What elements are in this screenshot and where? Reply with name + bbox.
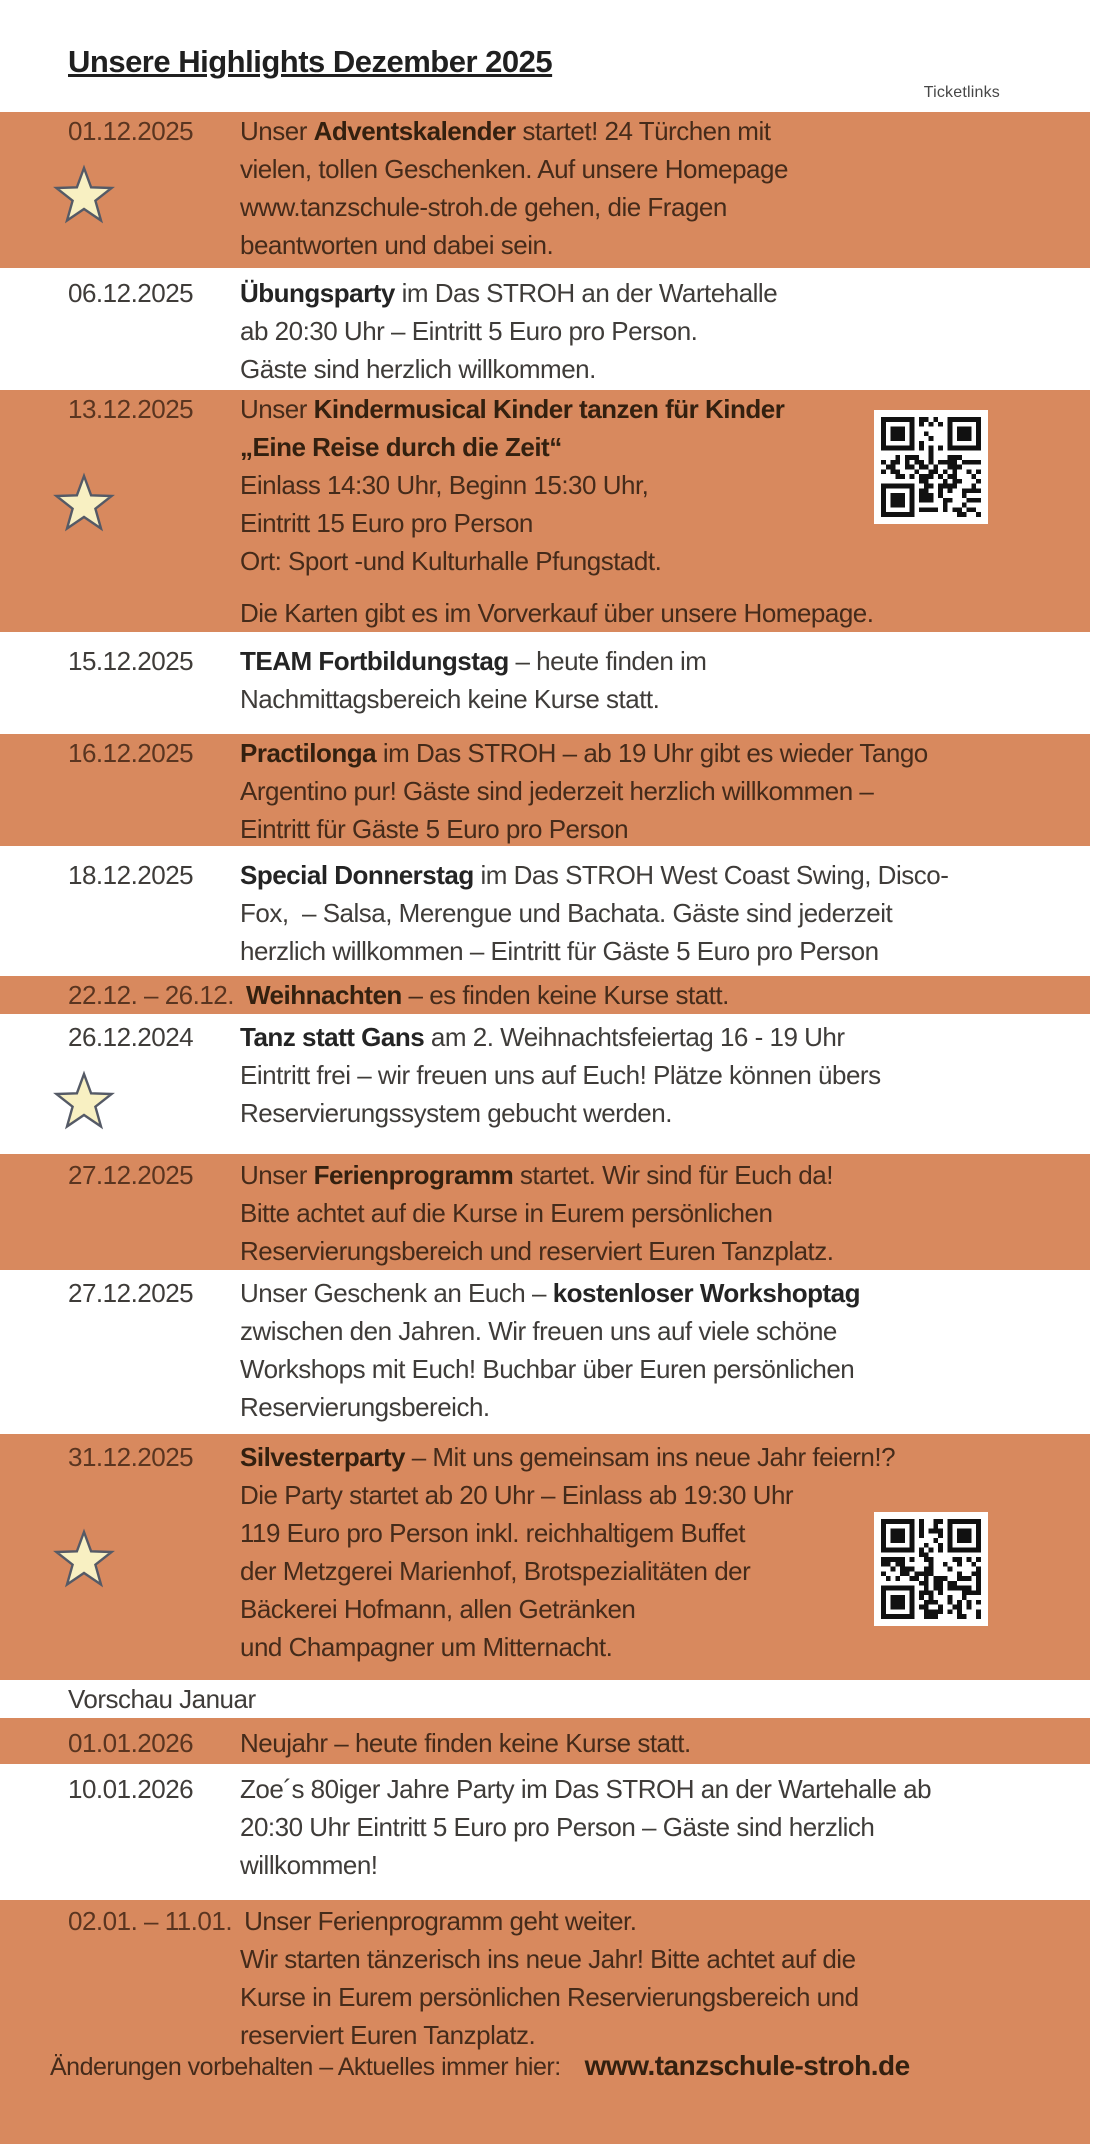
event-line: [240, 1476, 1090, 1514]
text-segment: kostenloser Workshoptag: [552, 1278, 860, 1308]
event-description: [240, 856, 1090, 970]
text-segment: Unser: [240, 394, 314, 424]
event-line: [240, 312, 1090, 350]
event-description: [240, 1724, 1090, 1762]
event-line: [240, 150, 1090, 188]
event-date: 27.12.2025: [68, 1278, 194, 1308]
text-segment: Kindermusical Kinder tanzen für Kinder: [313, 394, 785, 424]
text-segment: Die Karten gibt es im Vorverkauf über unsere Homepage.: [240, 598, 874, 628]
text-segment: „Eine Reise durch die Zeit“: [240, 432, 562, 462]
text-segment: – es finden keine Kurse statt.: [401, 980, 729, 1010]
text-segment: im Das STROH – ab 19 Uhr gibt es wieder Tango: [376, 738, 928, 768]
event-line: [240, 1808, 1090, 1846]
event-line: [240, 274, 1090, 312]
event-line: [240, 1770, 1090, 1808]
text-segment: Zoe´s 80iger Jahre Party im Das STROH an der Wartehalle ab: [240, 1774, 932, 1804]
star-icon: [52, 470, 116, 534]
section-heading-row: [0, 1680, 1090, 1718]
event-line: [68, 976, 1090, 1014]
text-segment: Reservierungsbereich.: [240, 1392, 490, 1422]
event-line: [240, 112, 1090, 150]
text-segment: und Champagner um Mitternacht.: [240, 1632, 613, 1662]
event-line: [68, 1902, 1090, 1940]
text-segment: Practilonga: [240, 738, 377, 768]
event-date: 26.12.2024: [68, 1022, 194, 1052]
event-line: [240, 642, 1090, 680]
event-row: [0, 1270, 1090, 1434]
text-segment: ab 20:30 Uhr – Eintritt 5 Euro pro Person.: [240, 316, 698, 346]
page-title: Unsere Highlights Dezember 2025: [68, 44, 553, 79]
text-segment: startet! 24 Türchen mit: [515, 116, 771, 146]
text-segment: der Metzgerei Marienhof, Brotspezialitäten der: [240, 1556, 751, 1586]
text-segment: Reservierungssystem gebucht werden.: [240, 1098, 672, 1128]
event-description: [240, 1274, 1090, 1426]
event-row: [0, 268, 1090, 390]
text-segment: im Das STROH an der Wartehalle: [394, 278, 778, 308]
event-line: [240, 1274, 1090, 1312]
text-segment: startet. Wir sind für Euch da!: [513, 1160, 833, 1190]
text-segment: vielen, tollen Geschenken. Auf unsere Homepage: [240, 154, 788, 184]
text-segment: Adventskalender: [313, 116, 516, 146]
event-line: [240, 1056, 1090, 1094]
event-row: [0, 976, 1090, 1014]
text-segment: Übungsparty: [240, 278, 395, 308]
text-segment: im Das STROH West Coast Swing, Disco-: [473, 860, 949, 890]
event-description: [240, 274, 1090, 388]
events-list: [0, 112, 1096, 2144]
flyer-header: [0, 0, 1096, 112]
event-row: [0, 846, 1090, 976]
text-segment: Neujahr – heute finden keine Kurse statt.: [240, 1728, 691, 1758]
event-line: [240, 1388, 1090, 1426]
event-row: [0, 1434, 1090, 1680]
text-segment: Weihnachten: [245, 980, 402, 1010]
text-segment: Unser Geschenk an Euch –: [240, 1278, 553, 1308]
event-row: [0, 1014, 1090, 1154]
event-date: 01.12.2025: [68, 116, 194, 146]
event-line: [240, 772, 1090, 810]
event-line: [240, 1940, 1090, 1978]
text-segment: – heute finden im: [508, 646, 707, 676]
event-line: [240, 856, 1090, 894]
event-line: [240, 350, 1090, 388]
text-segment: Kurse in Eurem persönlichen Reservierungsbereich und: [240, 1982, 859, 2012]
event-description: [240, 1770, 1090, 1884]
text-segment: Ort: Sport -und Kulturhalle Pfungstadt.: [240, 546, 662, 576]
text-segment: Gäste sind herzlich willkommen.: [240, 354, 596, 384]
event-row: [0, 632, 1090, 734]
event-row: [0, 112, 1090, 268]
text-segment: 20:30 Uhr Eintritt 5 Euro pro Person – Gäste sind herzlich: [240, 1812, 875, 1842]
event-date: 16.12.2025: [68, 738, 194, 768]
qr-code: [874, 1512, 988, 1626]
event-line: [240, 188, 1090, 226]
event-line: [240, 1978, 1090, 2016]
footer: [50, 2050, 910, 2082]
footer-note: Änderungen vorbehalten – Aktuelles immer hier:: [50, 2053, 561, 2081]
text-segment: Tanz statt Gans: [240, 1022, 425, 1052]
event-row: [0, 1764, 1090, 1900]
event-line: [240, 1232, 1090, 1270]
text-segment: Die Party startet ab 20 Uhr – Einlass ab 19:30 Uhr: [240, 1480, 794, 1510]
qr-code: [874, 410, 988, 524]
text-segment: Eintritt für Gäste 5 Euro pro Person: [240, 814, 629, 844]
text-segment: herzlich willkommen – Eintritt für Gäste 5 Euro pro Person: [240, 936, 879, 966]
text-segment: Unser: [240, 116, 314, 146]
event-description: [240, 112, 1090, 264]
event-description: [240, 1156, 1090, 1270]
event-line: [240, 1018, 1090, 1056]
website-url[interactable]: www.tanzschule-stroh.de: [584, 2050, 910, 2081]
event-line: [240, 734, 1090, 772]
event-line: [240, 1156, 1090, 1194]
event-row: [0, 1900, 1090, 2144]
text-segment: Nachmittagsbereich keine Kurse statt.: [240, 684, 660, 714]
event-date: 10.01.2026: [68, 1774, 194, 1804]
text-segment: reserviert Euren Tanzplatz.: [240, 2020, 536, 2050]
event-description: [240, 1018, 1090, 1132]
text-segment: TEAM Fortbildungstag: [240, 646, 509, 676]
event-line: [240, 1724, 1090, 1762]
event-line: [240, 932, 1090, 970]
event-line: [240, 1094, 1090, 1132]
text-segment: Eintritt 15 Euro pro Person: [240, 508, 533, 538]
event-description: [240, 642, 1090, 718]
event-line: [240, 1194, 1090, 1232]
event-line: [240, 810, 1090, 848]
event-date: 27.12.2025: [68, 1160, 194, 1190]
event-date: 02.01. – 11.01.: [68, 1906, 233, 1936]
event-row: [0, 734, 1090, 846]
event-date: 22.12. – 26.12.: [68, 980, 234, 1010]
event-line: [240, 542, 1090, 580]
event-date: 15.12.2025: [68, 646, 194, 676]
text-segment: Einlass 14:30 Uhr, Beginn 15:30 Uhr,: [240, 470, 649, 500]
text-segment: Bitte achtet auf die Kurse in Eurem persönlichen: [240, 1198, 773, 1228]
ticketlinks-label: Ticketlinks: [923, 84, 1000, 101]
text-segment: beantworten und dabei sein.: [240, 230, 554, 260]
event-line: [240, 594, 1090, 632]
event-date: 18.12.2025: [68, 860, 194, 890]
text-segment: Ferienprogramm: [313, 1160, 514, 1190]
star-icon: [52, 1068, 116, 1132]
text-segment: Wir starten tänzerisch ins neue Jahr! Bitte achtet auf die: [240, 1944, 856, 1974]
event-line: [240, 1350, 1090, 1388]
event-date: 06.12.2025: [68, 278, 194, 308]
text-segment: willkommen!: [240, 1850, 378, 1880]
text-segment: Unser Ferienprogramm geht weiter.: [244, 1906, 637, 1936]
event-line: [240, 2016, 1090, 2054]
event-row: [0, 1718, 1090, 1764]
event-line: [240, 680, 1090, 718]
text-segment: Special Donnerstag: [240, 860, 474, 890]
text-segment: Bäckerei Hofmann, allen Getränken: [240, 1594, 636, 1624]
event-line: [240, 1628, 1090, 1666]
text-segment: www.tanzschule-stroh.de gehen, die Fragen: [240, 192, 727, 222]
text-segment: zwischen den Jahren. Wir freuen uns auf viele schöne: [240, 1316, 837, 1346]
text-segment: Workshops mit Euch! Buchbar über Euren persönlichen: [240, 1354, 855, 1384]
event-date: 31.12.2025: [68, 1442, 194, 1472]
event-line: [240, 1312, 1090, 1350]
text-segment: Fox, – Salsa, Merengue und Bachata. Gäste sind jederzeit: [240, 898, 893, 928]
event-line: [240, 226, 1090, 264]
text-segment: – Mit uns gemeinsam ins neue Jahr feiern!?: [404, 1442, 896, 1472]
event-row: [0, 390, 1090, 632]
section-heading: [68, 1680, 1090, 1718]
text-segment: am 2. Weihnachtsfeiertag 16 - 19 Uhr: [424, 1022, 845, 1052]
event-line: [240, 1438, 1090, 1476]
text-segment: Eintritt frei – wir freuen uns auf Euch! Plätze können übers: [240, 1060, 881, 1090]
text-segment: Unser: [240, 1160, 314, 1190]
event-description: [240, 734, 1090, 848]
text-segment: Argentino pur! Gäste sind jederzeit herzlich willkommen –: [240, 776, 874, 806]
star-icon: [52, 162, 116, 226]
event-date: 13.12.2025: [68, 394, 194, 424]
text-segment: Vorschau Januar: [68, 1684, 256, 1714]
event-date: 01.01.2026: [68, 1728, 194, 1758]
text-segment: Reservierungsbereich und reserviert Euren Tanzplatz.: [240, 1236, 834, 1266]
event-line: [240, 1846, 1090, 1884]
event-line: [240, 894, 1090, 932]
text-segment: Silvesterparty: [240, 1442, 405, 1472]
star-icon: [52, 1526, 116, 1590]
event-row: [0, 1154, 1090, 1270]
text-segment: 119 Euro pro Person inkl. reichhaltigem Buffet: [240, 1518, 745, 1548]
